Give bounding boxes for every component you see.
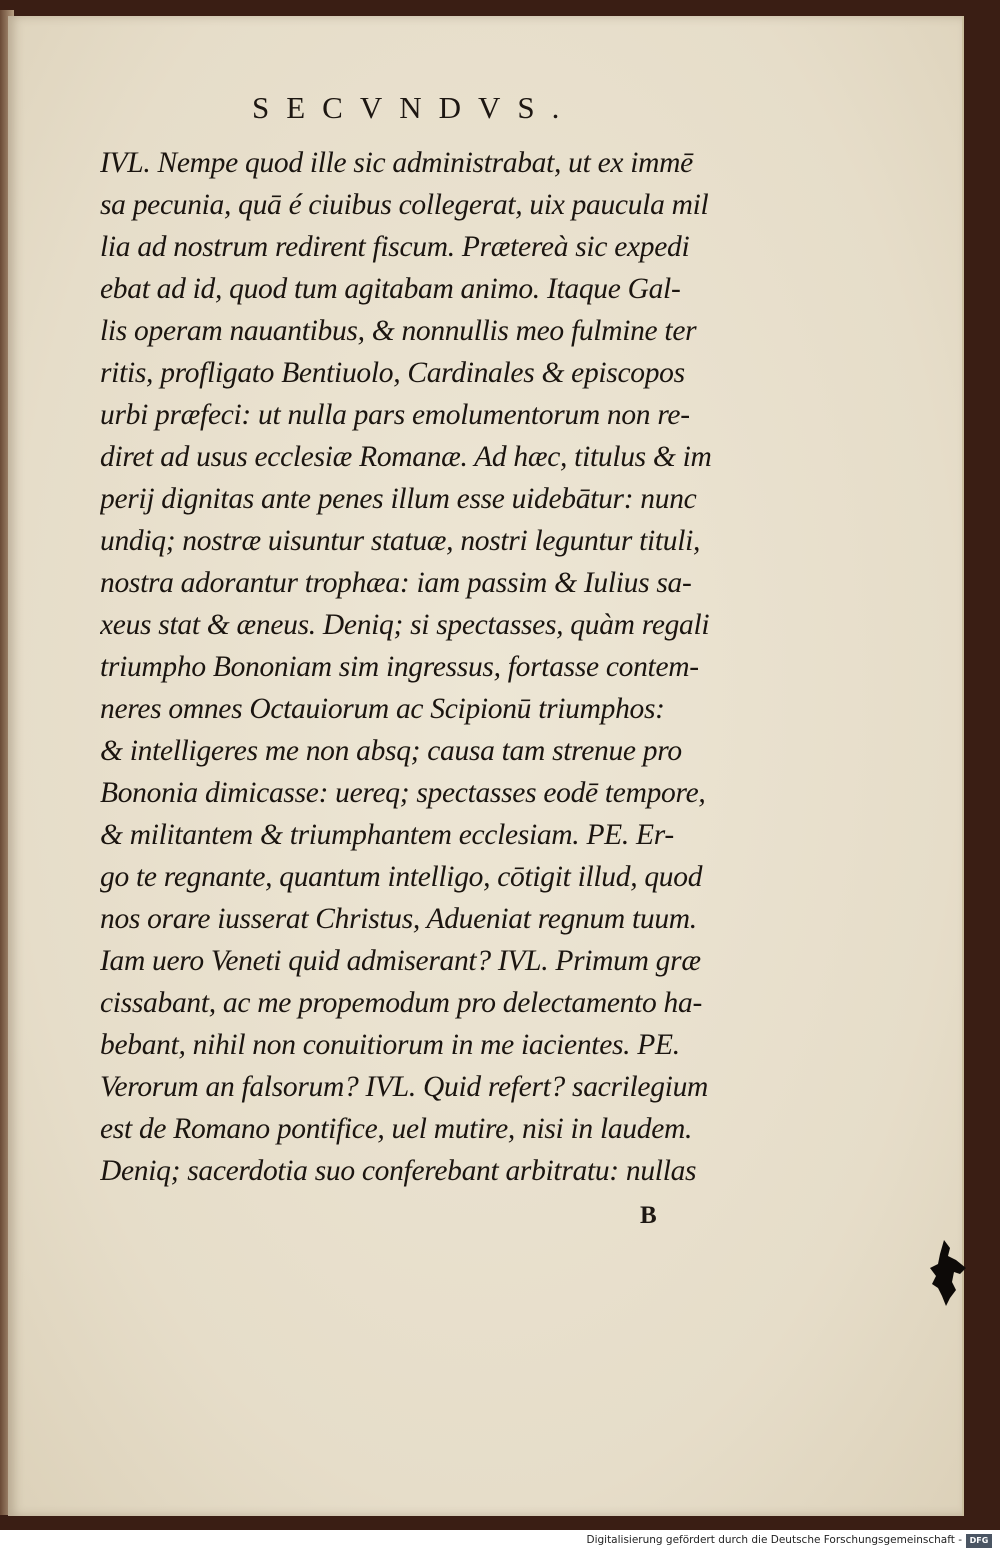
- text-line: Iam uero Veneti quid admiserant? IVL. Primum græ: [100, 945, 701, 977]
- text-line: nostra adorantur trophæa: iam passim & Iulius sa-: [100, 567, 692, 599]
- text-line: neres omnes Octauiorum ac Scipionū triumphos:: [100, 693, 665, 725]
- ink-blot-icon: [926, 1238, 970, 1308]
- text-line: lis operam nauantibus, & nonnullis meo fulmine ter: [100, 315, 697, 347]
- text-line: nos orare iusserat Christus, Adueniat regnum tuum.: [100, 903, 697, 935]
- text-line: xeus stat & æneus. Deniq; si spectasses, quàm regali: [100, 609, 710, 641]
- text-line: ritis, profligato Bentiuolo, Cardinales & episcopos: [100, 357, 685, 389]
- text-line: triumpho Bononiam sim ingressus, fortasse contem-: [100, 651, 699, 683]
- text-line: sa pecunia, quā é ciuibus collegerat, uix paucula mil: [100, 189, 709, 221]
- text-line: & intelligeres me non absq; causa tam strenue pro: [100, 735, 682, 767]
- funding-credit: Digitalisierung gefördert durch die Deutsche Forschungsgemeinschaft -: [586, 1534, 962, 1546]
- text-line: perij dignitas ante penes illum esse uidebātur: nunc: [100, 483, 697, 515]
- text-line: Deniq; sacerdotia suo conferebant arbitratu: nullas: [100, 1155, 697, 1187]
- signature-mark: B: [640, 1202, 657, 1229]
- footer-bar: [0, 1530, 1000, 1552]
- text-line: go te regnante, quantum intelligo, cōtigit illud, quod: [100, 861, 703, 893]
- text-line: diret ad usus ecclesiæ Romanæ. Ad hæc, titulus & im: [100, 441, 712, 473]
- text-line: bebant, nihil non conuitiorum in me iacientes. PE.: [100, 1029, 680, 1061]
- running-head: SECVNDVS.: [252, 90, 577, 125]
- text-line: undiq; nostræ uisuntur statuæ, nostri leguntur tituli,: [100, 525, 701, 557]
- text-line: ebat ad id, quod tum agitabam animo. Itaque Gal-: [100, 273, 681, 305]
- text-line: Bononia dimicasse: uereq; spectasses eodē tempore,: [100, 777, 706, 809]
- book-page: [8, 16, 964, 1516]
- dfg-logo-icon: DFG: [966, 1534, 992, 1548]
- text-line: lia ad nostrum redirent fiscum. Prætereà sic expedi: [100, 231, 690, 263]
- text-line: est de Romano pontifice, uel mutire, nisi in laudem.: [100, 1113, 693, 1145]
- text-line: IVL. Nempe quod ille sic administrabat, ut ex immē: [100, 147, 693, 179]
- text-line: & militantem & triumphantem ecclesiam. PE. Er-: [100, 819, 674, 851]
- text-line: urbi præfeci: ut nulla pars emolumentorum non re-: [100, 399, 690, 431]
- text-block: [100, 142, 760, 1192]
- text-line: Verorum an falsorum? IVL. Quid refert? sacrilegium: [100, 1071, 709, 1103]
- text-line: cissabant, ac me propemodum pro delectamento ha-: [100, 987, 702, 1019]
